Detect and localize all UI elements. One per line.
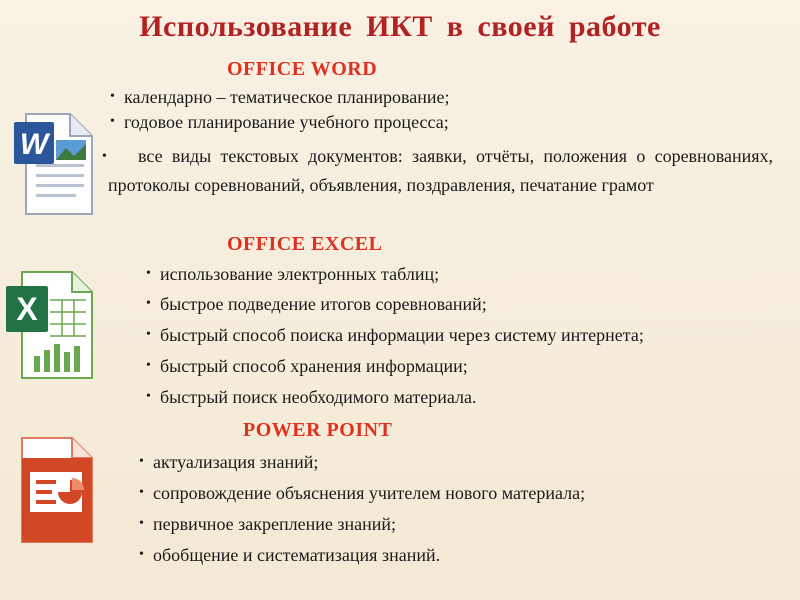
bullet-icon: • — [146, 296, 151, 311]
list-item — [146, 355, 468, 377]
list-item — [146, 293, 487, 315]
bullet-icon: • — [146, 389, 151, 404]
bullet-icon: • — [146, 358, 151, 373]
bullet-icon: • — [146, 266, 151, 281]
list-item — [146, 386, 477, 408]
list-item-text: быстрый способ хранения информации; — [160, 356, 468, 376]
list-item-text: быстрый поиск необходимого материала. — [160, 387, 477, 407]
list-item — [139, 482, 586, 504]
list-item-paragraph — [102, 142, 773, 200]
excel-section-heading: OFFICE EXCEL — [227, 233, 383, 255]
list-item-text: быстрый способ поиска информации через систему интернета; — [160, 325, 644, 345]
list-item-text: обобщение и систематизация знаний. — [153, 545, 441, 565]
bullet-icon: • — [139, 485, 144, 500]
list-item — [139, 451, 319, 473]
word-document-icon — [12, 112, 94, 216]
bullet-icon: • — [139, 454, 144, 469]
list-item — [139, 544, 441, 566]
list-item — [146, 263, 440, 285]
bullet-icon: • — [146, 327, 151, 342]
powerpoint-section-heading: POWER POINT — [243, 419, 393, 441]
bullet-icon: • — [139, 516, 144, 531]
list-item-text: актуализация знаний; — [153, 452, 319, 472]
bullet-icon: • — [139, 547, 144, 562]
powerpoint-presentation-icon — [14, 436, 94, 544]
list-item — [146, 324, 644, 346]
word-section-heading: OFFICE WORD — [227, 58, 378, 80]
svg-text:W: W — [19, 128, 49, 161]
list-item-text: годовое планирование учебного процесса; — [124, 112, 449, 132]
list-item-text: все виды текстовых документов: заявки, отчёты, положения о соревнованиях, протоколы соревнований, объявления, поздравления, печатание грамот — [108, 146, 773, 195]
list-item-text: календарно – тематическое планирование; — [124, 87, 450, 107]
list-item-text: первичное закрепление знаний; — [153, 514, 396, 534]
page-title: Использование ИКТ в своей работе — [139, 10, 661, 43]
excel-spreadsheet-icon — [4, 270, 94, 380]
list-item — [110, 111, 449, 133]
list-item-text: использование электронных таблиц; — [160, 264, 440, 284]
bullet-icon: • — [110, 89, 115, 104]
list-item — [110, 86, 450, 108]
list-item — [139, 513, 396, 535]
svg-text:X: X — [16, 291, 38, 327]
list-item-text: сопровождение объяснения учителем нового материала; — [153, 483, 586, 503]
bullet-icon: • — [102, 149, 107, 164]
bullet-icon: • — [110, 114, 115, 129]
list-item-text: быстрое подведение итогов соревнований; — [160, 294, 487, 314]
